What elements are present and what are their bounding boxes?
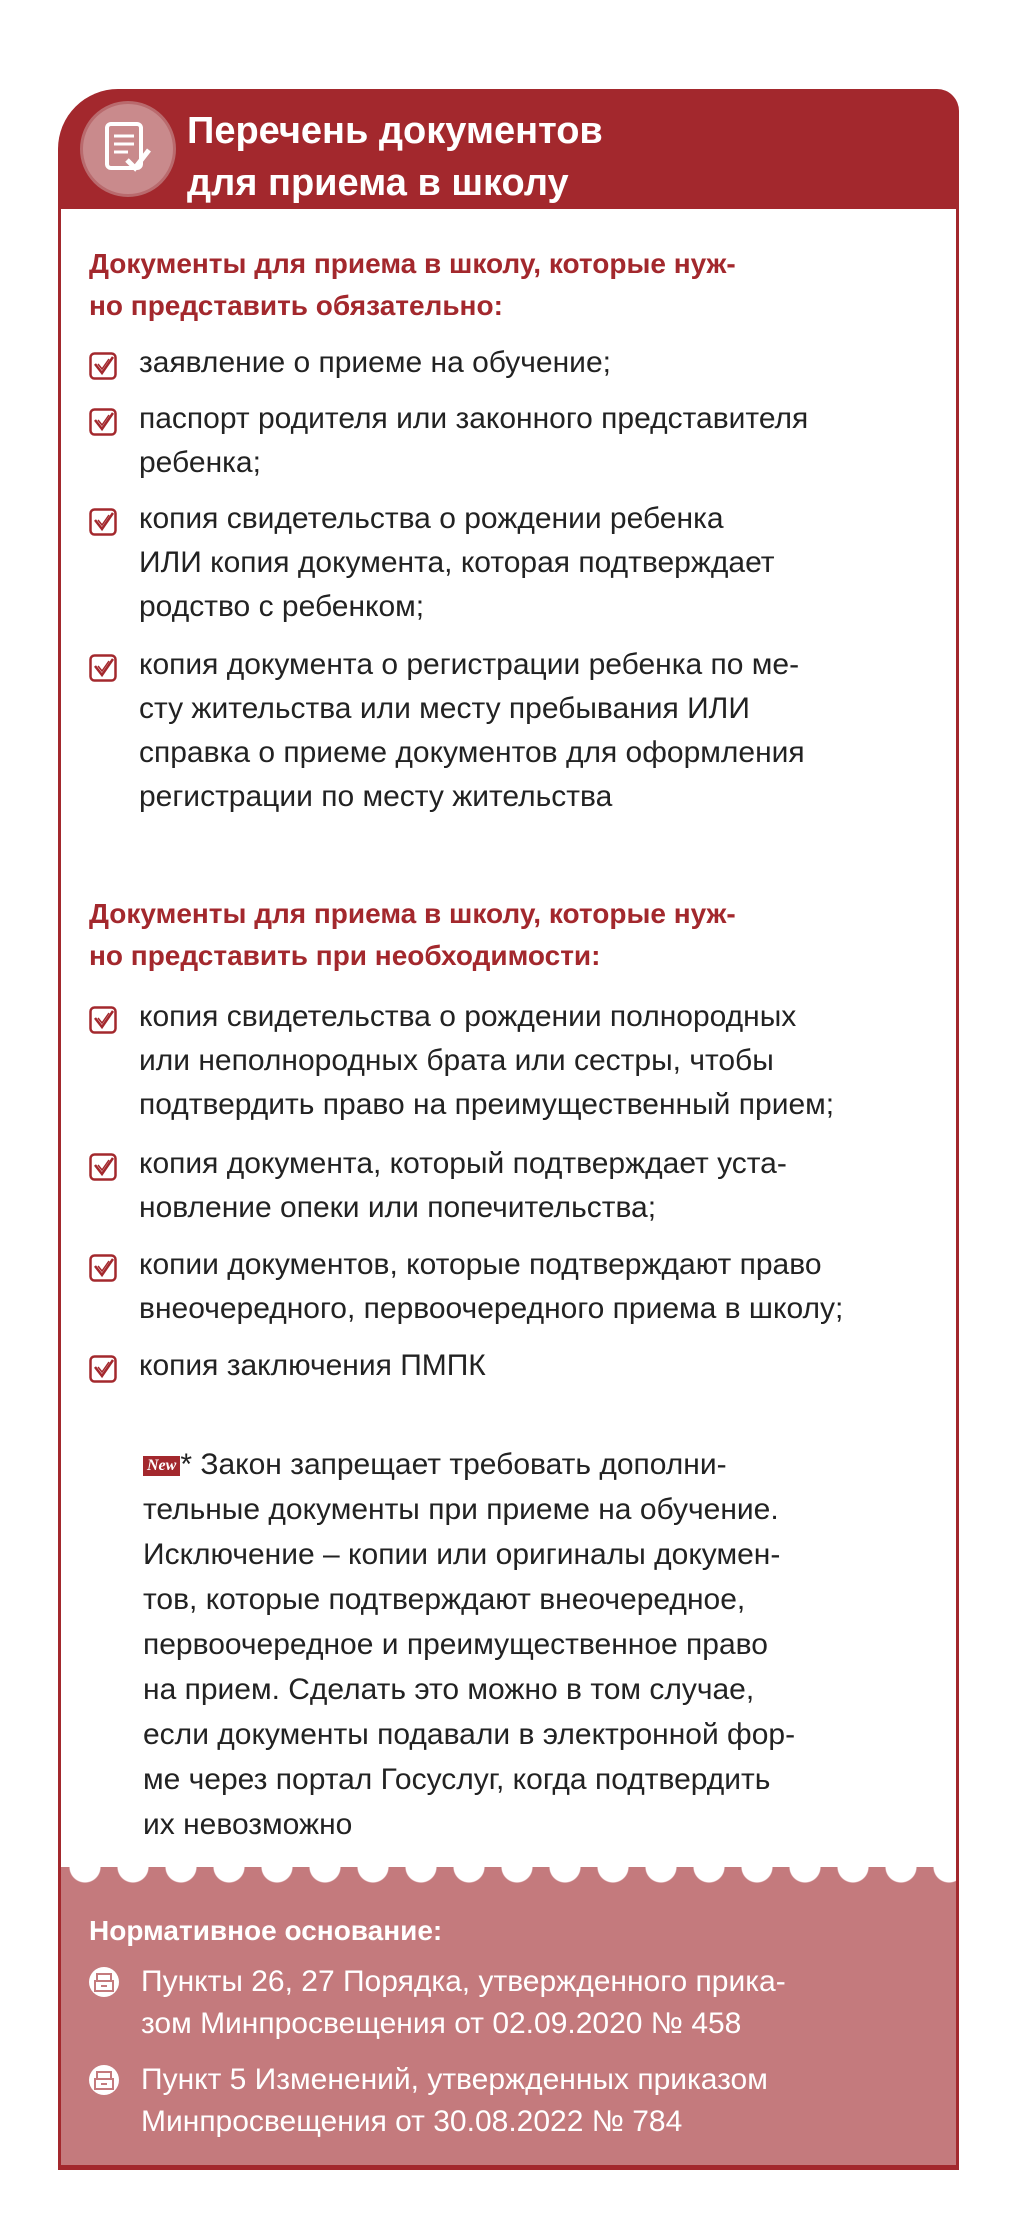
item-text-line: копия свидетельства о рождении полнородных xyxy=(139,1000,797,1033)
heading-line: Документы для приема в школу, которые нуж- xyxy=(89,898,736,929)
heading-line: Документы для приема в школу, которые нуж- xyxy=(89,248,736,279)
item-text-line: ребенка; xyxy=(139,446,261,479)
document-check-icon xyxy=(80,101,176,197)
note-line xyxy=(143,1487,795,1532)
item-text-line: паспорт родителя или законного представителя xyxy=(139,402,809,435)
heading-line: но представить при необходимости: xyxy=(89,940,601,971)
item-text-line: копия документа о регистрации ребенка по ме- xyxy=(139,648,800,681)
note-line xyxy=(143,1802,795,1847)
page-title xyxy=(187,105,603,209)
note-text: если документы подавали в электронной фор- xyxy=(143,1718,796,1751)
list-item xyxy=(89,1344,486,1388)
new-badge: New xyxy=(143,1456,180,1476)
note-text: на прием. Сделать это можно в том случае, xyxy=(143,1673,755,1706)
list-item xyxy=(89,643,805,819)
item-text-line: заявление о приеме на обучение; xyxy=(139,346,611,379)
note-text: первоочередное и преимущественное право xyxy=(143,1628,768,1661)
checkbox-check-icon xyxy=(89,1150,117,1178)
item-text-line: подтвердить право на преимущественный прием; xyxy=(139,1088,835,1121)
law-note xyxy=(143,1442,795,1847)
item-text-line: копия свидетельства о рождении ребенка xyxy=(139,502,724,535)
reference-line: Пункты 26, 27 Порядка, утвержденного прика- xyxy=(141,1965,786,1998)
legal-reference xyxy=(89,2059,768,2143)
item-text-line: копия документа, который подтверждает уста- xyxy=(139,1147,787,1180)
note-line xyxy=(143,1622,795,1667)
documents-card xyxy=(58,89,959,2170)
list-item xyxy=(89,995,834,1127)
item-text-line: ИЛИ копия документа, которая подтверждает xyxy=(139,546,775,579)
heading-line: но представить обязательно: xyxy=(89,290,503,321)
archive-box-icon xyxy=(89,1967,119,1997)
note-line xyxy=(143,1532,795,1577)
checkbox-check-icon xyxy=(89,349,117,377)
item-text-line: внеочередного, первоочередного приема в школу; xyxy=(139,1292,844,1325)
list-item xyxy=(89,1142,787,1230)
note-text: их невозможно xyxy=(143,1808,353,1841)
checkbox-check-icon xyxy=(89,651,117,679)
card-header xyxy=(58,89,959,209)
note-line xyxy=(143,1577,795,1622)
note-line xyxy=(143,1442,795,1487)
item-text-line: родство с ребенком; xyxy=(139,590,425,623)
legal-basis-section xyxy=(58,1867,959,2170)
item-text-line: регистрации по месту жительства xyxy=(139,780,613,813)
note-text: тельные документы при приеме на обучение. xyxy=(143,1493,779,1526)
note-text: * Закон запрещает требовать дополни- xyxy=(180,1448,727,1481)
title-line: Перечень документов xyxy=(187,110,603,152)
note-text: ме через портал Госуслуг, когда подтвердить xyxy=(143,1763,771,1796)
item-text-line: копии документов, которые подтверждают право xyxy=(139,1248,822,1281)
reference-line: Минпросвещения от 30.08.2022 № 784 xyxy=(141,2105,683,2138)
required-heading xyxy=(89,243,736,327)
card-body xyxy=(58,209,959,1867)
note-text: Исключение – копии или оригиналы докумен- xyxy=(143,1538,781,1571)
legal-reference xyxy=(89,1961,786,2045)
list-item xyxy=(89,497,775,629)
item-text-line: новление опеки или попечительства; xyxy=(139,1191,657,1224)
note-line xyxy=(143,1712,795,1757)
note-line xyxy=(143,1667,795,1712)
checkbox-check-icon xyxy=(89,1352,117,1380)
note-line xyxy=(143,1757,795,1802)
item-text-line: сту жительства или месту пребывания ИЛИ xyxy=(139,692,750,725)
list-item xyxy=(89,1243,843,1331)
checkbox-check-icon xyxy=(89,505,117,533)
list-item xyxy=(89,341,611,385)
note-text: тов, которые подтверждают внеочередное, xyxy=(143,1583,746,1616)
legal-basis-heading: Нормативное основание: xyxy=(89,1915,443,1946)
checkbox-check-icon xyxy=(89,1003,117,1031)
item-text-line: копия заключения ПМПК xyxy=(139,1349,486,1382)
item-text-line: справка о приеме документов для оформления xyxy=(139,736,805,769)
item-text-line: или неполнородных брата или сестры, чтобы xyxy=(139,1044,774,1077)
reference-line: зом Минпросвещения от 02.09.2020 № 458 xyxy=(141,2007,742,2040)
checkbox-check-icon xyxy=(89,1251,117,1279)
title-line: для приема в школу xyxy=(187,162,569,204)
list-item xyxy=(89,397,808,485)
scalloped-edge xyxy=(61,1867,956,1891)
checkbox-check-icon xyxy=(89,405,117,433)
optional-heading xyxy=(89,893,736,977)
archive-box-icon xyxy=(89,2065,119,2095)
reference-line: Пункт 5 Изменений, утвержденных приказом xyxy=(141,2063,768,2096)
